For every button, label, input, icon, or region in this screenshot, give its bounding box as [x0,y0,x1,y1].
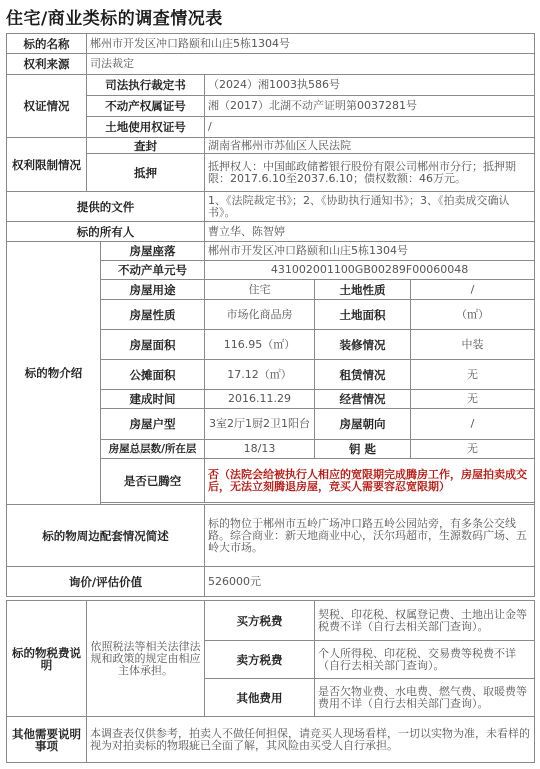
owner-label: 标的所有人 [7,222,205,242]
tax-label: 标的物税费说明 [7,601,87,717]
built-value: 2016.11.29 [205,390,315,409]
seller-tax-value: 个人所得税、印花税、交易费等税费不详（自行去相关部门查询）。 [315,641,535,679]
unit-label: 不动产单元号 [101,261,205,280]
cert-row-label: 土地使用权证号 [87,117,205,138]
buyer-tax-label: 买方税费 [205,601,315,641]
seize-value: 湖南省郴州市苏仙区人民法院 [205,138,535,154]
layout-value: 3室2厅1厨2卫1阳台 [205,409,315,440]
built-label: 建成时间 [101,390,205,409]
layout-label: 房屋户型 [101,409,205,440]
survey-table [6,33,535,763]
key-value: 无 [411,440,535,459]
docs-value: 1、《法院裁定书》；2、《协助执行通知书》；3、《拍卖成交确认书》。 [205,192,535,222]
cert-row-label: 不动产权属证号 [87,96,205,117]
cert-label: 权证情况 [7,75,87,138]
area-label: 房屋面积 [101,330,205,360]
decor-label: 装修情况 [315,330,411,360]
seller-tax-label: 卖方税费 [205,641,315,679]
cert-row-value: / [205,117,535,138]
name-value: 郴州市开发区冲口路颐和山庄5栋1304号 [87,34,535,54]
cert-row-value: 湘（2017）北湖不动产证明第0037281号 [205,96,535,117]
usage-value: 住宅 [205,280,315,300]
notes-label: 其他需要说明事项 [7,717,87,763]
land-area-value: （㎡） [411,300,535,330]
shared-value: 17.12（㎡） [205,360,315,390]
mortgage-value: 抵押权人：中国邮政储蓄银行股份有限公司郴州市分行；抵押期限：2017.6.10至2037.6.10；债权数额：46万元。 [205,154,535,192]
cert-row-value: （2024）湘1003执586号 [205,75,535,96]
rent-label: 租赁情况 [315,360,411,390]
orient-value: / [411,409,535,440]
restrict-label: 权利限制情况 [7,138,87,192]
floor-label: 房屋总层数/所在层 [101,440,205,459]
price-label: 询价/评估价值 [7,567,205,597]
nature-label: 房屋性质 [101,300,205,330]
surround-label: 标的物周边配套情况简述 [7,505,205,567]
owner-value: 曹立华、陈智婷 [205,222,535,242]
vacant-label: 是否已腾空 [101,459,205,503]
surround-value: 标的物位于郴州市五岭广场冲口路五岭公园站旁，有多条公交线路。综合商业：新天地商业中心，沃尔玛超市，生源数码广场、五岭大市场。 [205,505,535,567]
floor-value: 18/13 [205,440,315,459]
location-value: 郴州市开发区冲口路颐和山庄5栋1304号 [205,242,535,261]
price-value: 526000元 [205,567,535,597]
land-nature-value: / [411,280,535,300]
area-value: 116.95（㎡） [205,330,315,360]
business-value: 无 [411,390,535,409]
land-area-label: 土地面积 [315,300,411,330]
notes-value: 本调查表仅供参考，拍卖人不做任何担保，请竞买人现场看样，一切以实物为准，未看样的视为对拍卖标的物瑕疵已全面了解，其风险由买受人自行承担。 [87,717,535,763]
decor-value: 中装 [411,330,535,360]
land-nature-label: 土地性质 [315,280,411,300]
docs-label: 提供的文件 [7,192,205,222]
unit-value: 431002001100GB00289F00060048 [205,261,535,280]
business-label: 经营情况 [315,390,411,409]
source-label: 权利来源 [7,54,87,75]
orient-label: 房屋朝向 [315,409,411,440]
usage-label: 房屋用途 [101,280,205,300]
name-label: 标的名称 [7,34,87,54]
tax-desc: 依照税法等相关法律法规和政策的规定由相应主体承担。 [87,601,205,717]
intro-label: 标的物介绍 [7,242,101,505]
other-fee-value: 是否欠物业费、水电费、燃气费、取暖费等费用不详（自行去相关部门查询）。 [315,679,535,717]
mortgage-label: 抵押 [87,154,205,192]
seize-label: 查封 [87,138,205,154]
cert-row-label: 司法执行裁定书 [87,75,205,96]
vacant-value: 否（法院会给被执行人相应的宽限期完成腾房工作，房屋拍卖成交后，无法立刻腾退房屋，竞买人需要容忍宽限期） [205,459,535,503]
buyer-tax-value: 契税、印花税、权属登记费、土地出让金等税费不详（自行去相关部门查询）。 [315,601,535,641]
key-label: 钥 匙 [315,440,411,459]
rent-value: 无 [411,360,535,390]
location-label: 房屋座落 [101,242,205,261]
shared-label: 公摊面积 [101,360,205,390]
other-fee-label: 其他费用 [205,679,315,717]
source-value: 司法裁定 [87,54,535,75]
nature-value: 市场化商品房 [205,300,315,330]
page-title: 住宅/商业类标的调查情况表 [6,9,223,29]
